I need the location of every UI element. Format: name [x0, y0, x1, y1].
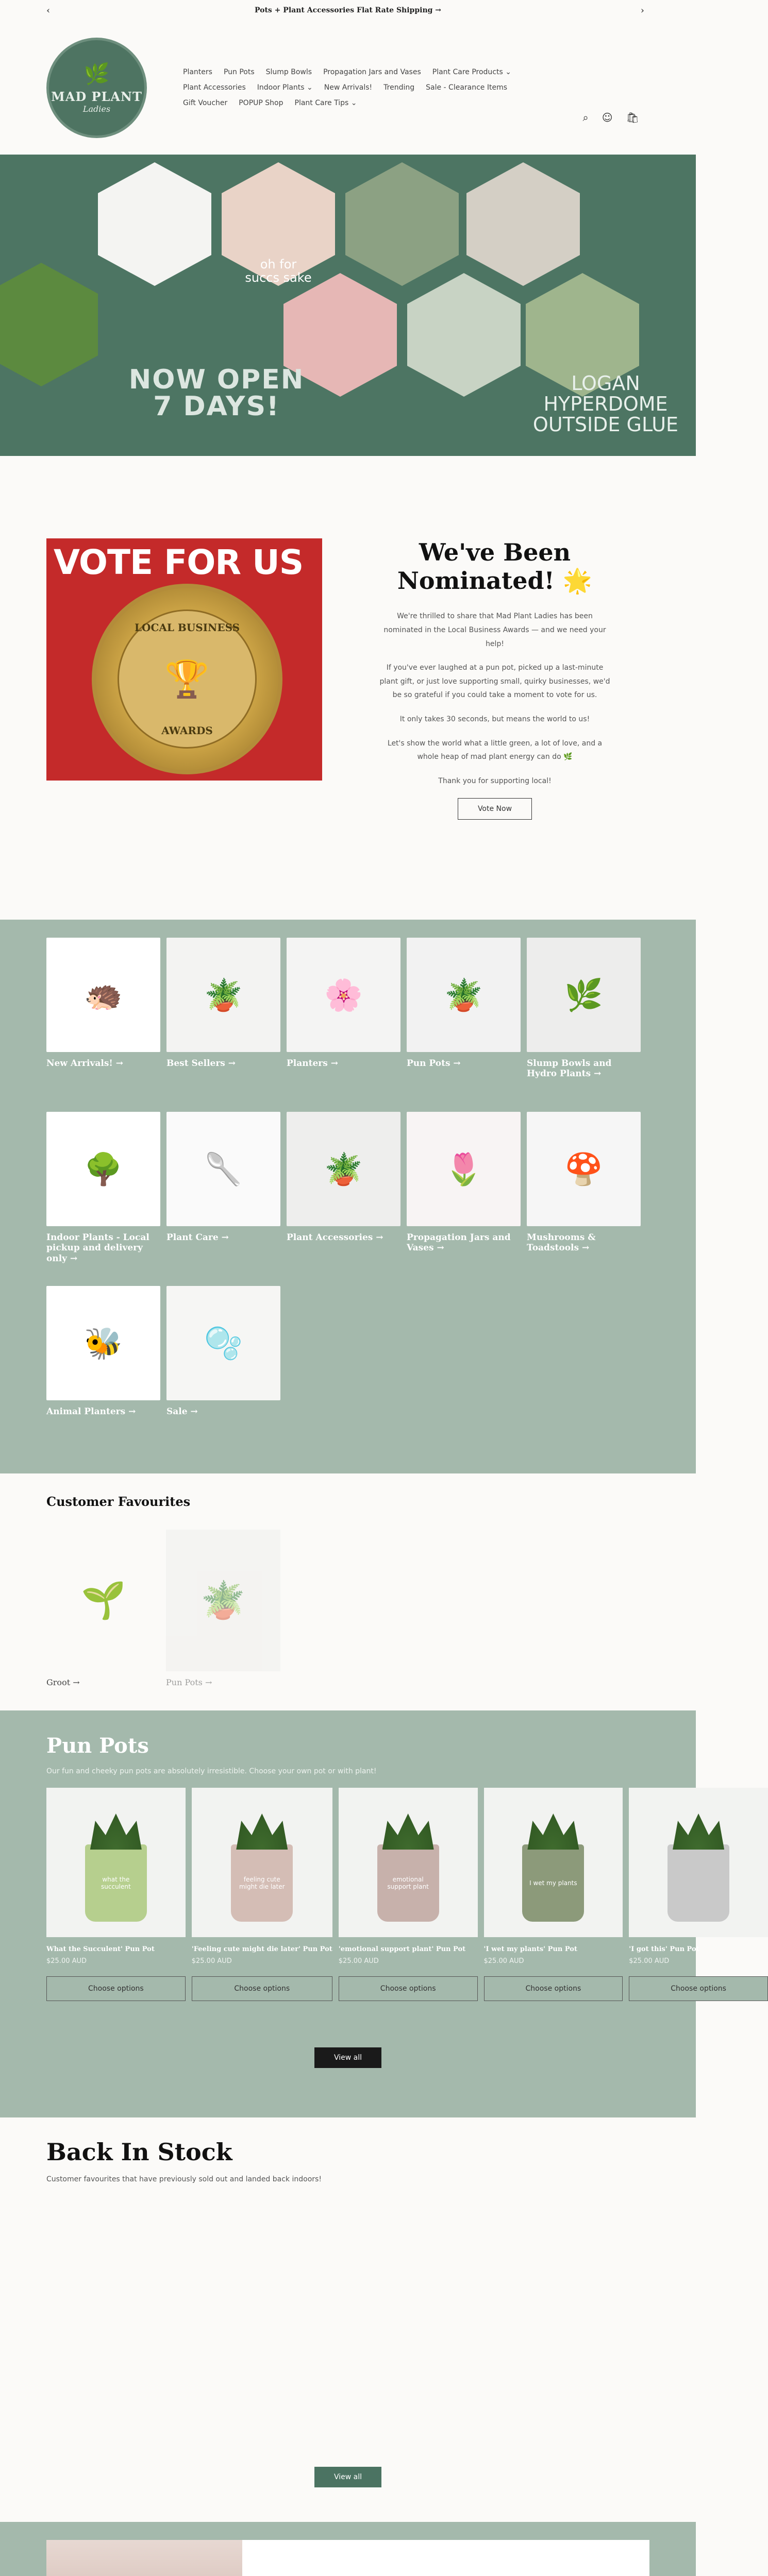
hero-headline-right: LOGAN HYPERDOME OUTSIDE GLUE — [532, 372, 679, 436]
collection-image[interactable]: 🪴 — [287, 1112, 400, 1226]
nav-item[interactable]: Slump Bowls — [265, 68, 312, 76]
collection-image[interactable]: 🌷 — [407, 1112, 521, 1226]
collection-label[interactable]: Mushrooms & Toadstools → — [527, 1232, 596, 1253]
vote-now-button[interactable]: Vote Now — [458, 798, 532, 820]
collection-label[interactable]: Animal Planters → — [46, 1406, 136, 1417]
hero-headline-left: NOW OPEN 7 DAYS! — [128, 364, 305, 422]
pun-pots-title: Pun Pots — [46, 1734, 149, 1758]
vote-paragraph: It only takes 30 seconds, but means the world to us! — [399, 715, 590, 723]
back-in-stock-section — [0, 2117, 696, 2522]
nav-item[interactable]: Indoor Plants ⌄ — [257, 83, 313, 92]
medal-bottom-text: AWARDS — [161, 724, 213, 737]
collection-card[interactable] — [166, 1286, 280, 1453]
product-card[interactable] — [629, 1788, 768, 2001]
prev-arrow-icon[interactable]: ‹ — [46, 5, 51, 16]
product-price: $25.00 AUD — [629, 1957, 670, 1965]
leaf-icon: 🌿 — [84, 62, 110, 86]
collection-label[interactable]: Sale → — [166, 1406, 198, 1417]
collection-card[interactable] — [287, 1112, 400, 1279]
product-card[interactable] — [339, 1788, 478, 2001]
collection-image[interactable]: 🌿 — [527, 938, 641, 1052]
product-image[interactable]: feeling cute might die later — [192, 1788, 332, 1937]
shop-photo — [46, 2540, 242, 2576]
favourite-card[interactable] — [166, 1530, 280, 1687]
collection-label[interactable]: Planters → — [287, 1058, 338, 1069]
product-card[interactable] — [46, 1788, 186, 2001]
collection-card[interactable] — [166, 938, 280, 1105]
product-image[interactable]: I wet my plants — [484, 1788, 623, 1937]
pot-icon: 🪴 — [166, 1530, 280, 1671]
nav-item[interactable]: Planters — [183, 68, 212, 76]
product-name[interactable]: What the Succulent' Pun Pot — [46, 1945, 155, 1953]
product-price: $25.00 AUD — [483, 1957, 524, 1965]
collection-card[interactable] — [46, 1112, 160, 1279]
nav-item[interactable]: Plant Care Products ⌄ — [432, 68, 511, 76]
collection-image[interactable]: 🌳 — [46, 1112, 160, 1226]
product-price: $25.00 AUD — [46, 1957, 87, 1965]
nav-item[interactable]: Propagation Jars and Vases — [323, 68, 421, 76]
customer-favourites-section — [0, 1473, 696, 1710]
nav-item[interactable]: Trending — [383, 83, 415, 92]
collection-label[interactable]: New Arrivals! → — [46, 1058, 124, 1069]
hero-pot-text: oh for succs sake — [245, 257, 312, 285]
nav-item[interactable]: Plant Accessories — [183, 83, 246, 92]
vote-heading: We've Been Nominated! 🌟 — [397, 538, 593, 595]
cart-icon[interactable]: 🛍 — [626, 111, 639, 124]
site-header — [0, 21, 696, 155]
vote-text-block — [379, 538, 611, 920]
women-owned-section — [0, 2522, 696, 2576]
collection-label[interactable]: Best Sellers → — [166, 1058, 236, 1069]
collection-image[interactable]: 🐝 — [46, 1286, 160, 1400]
collection-card[interactable] — [46, 1286, 160, 1453]
search-icon[interactable]: ⌕ — [582, 111, 589, 124]
collection-label[interactable]: Plant Care → — [166, 1232, 229, 1243]
logo-line1: MAD PLANT — [51, 89, 142, 104]
collection-image[interactable]: 🥄 — [166, 1112, 280, 1226]
favourite-label[interactable]: Groot → — [46, 1677, 80, 1687]
collection-label[interactable]: Indoor Plants - Local pickup and delivery only → — [46, 1232, 149, 1264]
collection-image[interactable]: 🦔 — [46, 938, 160, 1052]
announcement-text[interactable]: Pots + Plant Accessories Flat Rate Shipping → — [254, 6, 442, 14]
choose-options-button[interactable]: Choose options — [339, 1976, 478, 2001]
product-price: $25.00 AUD — [191, 1957, 232, 1965]
favourite-label[interactable]: Pun Pots → — [166, 1677, 212, 1687]
collection-image[interactable]: 🪴 — [166, 938, 280, 1052]
collection-card[interactable] — [287, 938, 400, 1105]
product-image[interactable]: what the succulent — [46, 1788, 186, 1937]
vote-image-title: VOTE FOR US — [54, 543, 304, 582]
collections-grid-section — [0, 920, 696, 1473]
header-icons — [583, 111, 639, 124]
next-arrow-icon[interactable]: › — [640, 5, 644, 16]
award-medal — [92, 584, 282, 774]
site-logo[interactable] — [46, 38, 147, 138]
choose-options-button[interactable]: Choose options — [484, 1976, 623, 2001]
choose-options-button[interactable]: Choose options — [192, 1976, 332, 2001]
collection-card[interactable] — [407, 938, 521, 1105]
product-name[interactable]: 'Feeling cute might die later' Pun Pot — [191, 1945, 332, 1953]
collections-grid — [46, 938, 649, 1453]
collection-card[interactable] — [527, 938, 641, 1105]
product-name[interactable]: 'emotional support plant' Pun Pot — [338, 1945, 466, 1953]
logo-line2: Ladies — [82, 104, 111, 114]
collection-label[interactable]: Pun Pots → — [407, 1058, 461, 1069]
vote-paragraph: Let's show the world what a little green, a lot of love, and a whole heap of mad plant energy can do 🌿 — [387, 739, 603, 761]
trophy-icon: 🏆 — [164, 657, 210, 700]
choose-options-button[interactable]: Choose options — [629, 1976, 768, 2001]
view-all-button[interactable]: View all — [314, 2047, 381, 2068]
pun-pots-section — [0, 1710, 726, 2117]
account-icon[interactable]: ☺ — [602, 111, 613, 124]
nav-item[interactable]: Sale - Clearance Items — [426, 83, 508, 92]
collection-label[interactable]: Propagation Jars and Vases → — [407, 1232, 511, 1253]
favourites-title: Customer Favourites — [46, 1494, 191, 1509]
product-carousel[interactable] — [46, 1788, 768, 2001]
product-name[interactable]: 'I got this' Pun Pot — [629, 1945, 699, 1953]
choose-options-button[interactable]: Choose options — [46, 1976, 186, 2001]
hero-banner[interactable] — [0, 155, 696, 456]
nav-item[interactable]: New Arrivals! — [324, 83, 373, 92]
product-price: $25.00 AUD — [338, 1957, 379, 1965]
nav-item[interactable]: Pun Pots — [223, 68, 255, 76]
medal-top-text: LOCAL BUSINESS — [134, 621, 240, 634]
collection-card[interactable] — [46, 938, 160, 1105]
nav-item[interactable]: Gift Voucher — [183, 99, 228, 107]
collection-card[interactable] — [527, 1112, 641, 1279]
collection-label[interactable]: Plant Accessories → — [287, 1232, 383, 1243]
collection-image[interactable]: 🪴 — [407, 938, 521, 1052]
collection-card[interactable] — [166, 1112, 280, 1279]
nav-item[interactable]: Plant Care Tips ⌄ — [294, 99, 357, 107]
collection-image[interactable]: 🫧 — [166, 1286, 280, 1400]
nav-item[interactable]: POPUP Shop — [239, 99, 283, 107]
favourite-card[interactable] — [46, 1530, 161, 1687]
collection-label[interactable]: Slump Bowls and Hydro Plants → — [527, 1058, 612, 1079]
product-name[interactable]: 'I wet my plants' Pun Pot — [483, 1945, 577, 1953]
product-image[interactable] — [629, 1788, 768, 1937]
announcement-bar — [0, 0, 696, 21]
vote-paragraph: If you've ever laughed at a pun pot, picked up a last-minute plant gift, or just love supporting small, quirky businesses, we'd be so grateful if you could take a moment to vote for us. — [379, 664, 610, 700]
collection-image[interactable]: 🍄 — [527, 1112, 641, 1226]
product-image[interactable]: emotional support plant — [339, 1788, 478, 1937]
product-card[interactable] — [192, 1788, 332, 2001]
back-in-stock-subtitle: Customer favourites that have previously sold out and landed back indoors! — [46, 2175, 322, 2183]
vote-section — [0, 456, 696, 920]
vote-paragraph: Thank you for supporting local! — [438, 776, 552, 785]
vote-image — [46, 538, 322, 781]
view-all-button[interactable]: View all — [314, 2467, 381, 2487]
product-card[interactable] — [484, 1788, 623, 2001]
groot-icon: 🌱 — [46, 1530, 161, 1671]
back-in-stock-title: Back In Stock — [46, 2138, 232, 2166]
collection-card[interactable] — [407, 1112, 521, 1279]
pun-pots-subtitle: Our fun and cheeky pun pots are absolutely irresistible. Choose your own pot or with plant! — [46, 1767, 377, 1775]
vote-paragraph: We're thrilled to share that Mad Plant Ladies has been nominated in the Local Business Awards — and we need your help! — [383, 612, 606, 648]
collection-image[interactable]: 🌸 — [287, 938, 400, 1052]
main-nav — [183, 68, 544, 107]
